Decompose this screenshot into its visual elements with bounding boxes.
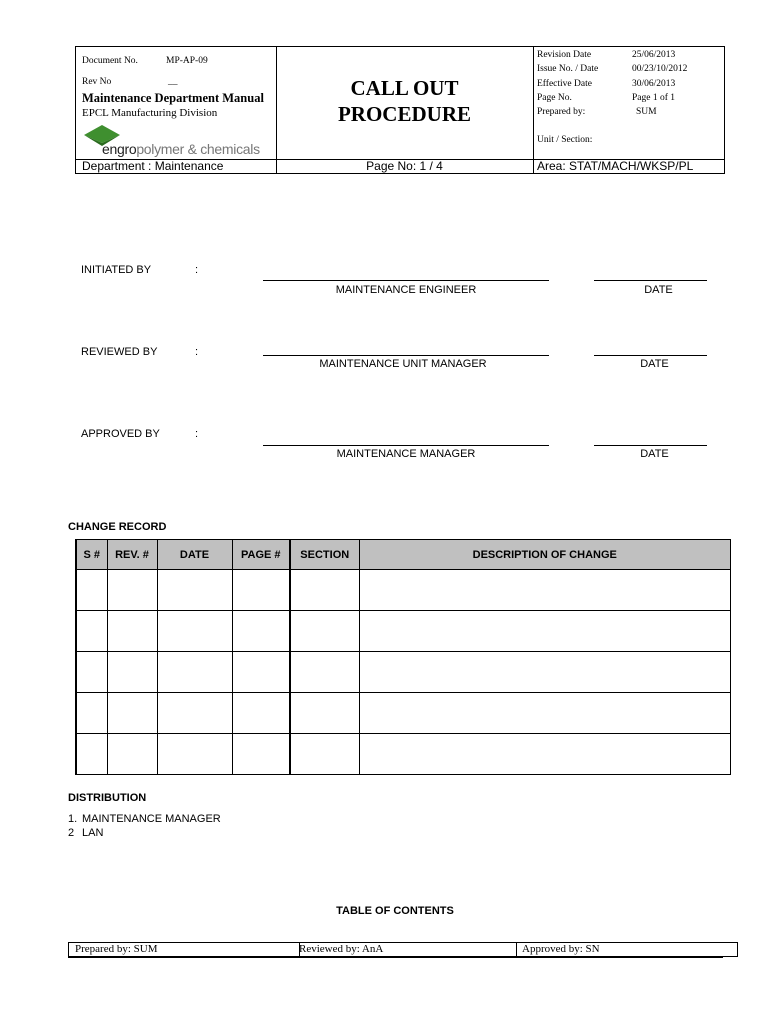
signature-line[interactable]: [263, 445, 549, 446]
date-label: DATE: [644, 284, 673, 296]
column-header: REV. #: [107, 540, 157, 570]
column-header: PAGE #: [232, 540, 290, 570]
table-cell[interactable]: [290, 693, 359, 734]
division-name: EPCL Manufacturing Division: [82, 107, 218, 119]
table-row: [76, 570, 731, 611]
footer-underline: [68, 957, 723, 958]
list-item: [68, 826, 221, 840]
distribution-list: [68, 812, 221, 840]
table-header-row: [76, 540, 731, 570]
table-cell[interactable]: [157, 611, 232, 652]
list-text: LAN: [82, 827, 104, 839]
table-cell[interactable]: [232, 734, 290, 775]
footer-reviewed: Reviewed by: AnA: [293, 943, 517, 956]
table-cell[interactable]: [290, 611, 359, 652]
date-label: DATE: [640, 358, 669, 370]
meta-labels: [537, 48, 598, 148]
meta-value: 00/23/10/2012: [632, 64, 688, 75]
table-cell[interactable]: [76, 652, 107, 693]
meta-label: Prepared by:: [537, 107, 586, 118]
colon: :: [195, 346, 199, 358]
column-header: DESCRIPTION OF CHANGE: [359, 540, 731, 570]
list-text: MAINTENANCE MANAGER: [82, 813, 221, 825]
meta-label: Unit / Section:: [537, 135, 593, 146]
page-number: Page No: 1 / 4: [366, 159, 443, 173]
toc-title: TABLE OF CONTENTS: [336, 905, 454, 917]
document-title: [276, 75, 533, 127]
table-cell[interactable]: [359, 693, 731, 734]
change-record-table: [75, 539, 731, 775]
date-line[interactable]: [594, 280, 707, 281]
signature-line[interactable]: [263, 280, 549, 281]
table-cell[interactable]: [157, 570, 232, 611]
role-label: MAINTENANCE MANAGER: [336, 448, 476, 460]
meta-label: Revision Date: [537, 50, 592, 60]
table-cell[interactable]: [157, 693, 232, 734]
table-cell[interactable]: [359, 734, 731, 775]
list-number: 1.: [68, 813, 78, 825]
table-row: [76, 693, 731, 734]
document-header: [75, 46, 725, 174]
table-cell[interactable]: [232, 611, 290, 652]
role-label: MAINTENANCE ENGINEER: [335, 284, 477, 296]
reviewed-by-label: REVIEWED BY: [81, 346, 158, 358]
table-cell[interactable]: [359, 611, 731, 652]
table-cell[interactable]: [107, 734, 157, 775]
table-row: [76, 611, 731, 652]
table-cell[interactable]: [76, 693, 107, 734]
table-cell[interactable]: [232, 652, 290, 693]
table-cell[interactable]: [157, 652, 232, 693]
initiated-by-label: INITIATED BY: [81, 264, 152, 276]
company-logo: [82, 123, 276, 157]
meta-value: SUM: [636, 107, 657, 118]
column-header: SECTION: [290, 540, 359, 570]
approved-by-label: APPROVED BY: [81, 428, 160, 440]
meta-value: 30/06/2013: [632, 78, 676, 89]
logo-text-bold: engro: [102, 141, 137, 157]
distribution-title: DISTRIBUTION: [68, 792, 147, 804]
meta-label: Page No.: [537, 92, 572, 103]
signature-line[interactable]: [263, 355, 549, 356]
logo-text-rest: polymer & chemicals: [136, 141, 260, 157]
doc-no-label: Document No.: [82, 56, 138, 66]
meta-label: Issue No. / Date: [537, 64, 599, 75]
table-cell[interactable]: [359, 652, 731, 693]
area: Area: STAT/MACH/WKSP/PL: [537, 159, 694, 173]
colon: :: [195, 428, 199, 440]
table-cell[interactable]: [107, 611, 157, 652]
title-line-2: PROCEDURE: [337, 102, 471, 126]
table-cell[interactable]: [76, 570, 107, 611]
department: Department : Maintenance: [82, 159, 224, 173]
title-line-1: CALL OUT: [350, 76, 459, 100]
rev-no-label: Rev No: [82, 77, 112, 87]
table-row: [76, 652, 731, 693]
table-cell[interactable]: [232, 693, 290, 734]
meta-value: 25/06/2013: [632, 50, 676, 60]
column-header: S #: [76, 540, 107, 570]
column-header: DATE: [157, 540, 232, 570]
colon: :: [195, 264, 199, 276]
meta-value: Page 1 of 1: [632, 92, 676, 103]
date-label: DATE: [640, 448, 669, 460]
meta-label: Effective Date: [537, 78, 592, 89]
doc-no-value: MP-AP-09: [166, 56, 208, 66]
table-cell[interactable]: [107, 693, 157, 734]
footer-approved: Approved by: SN: [522, 943, 600, 955]
table-row: [76, 734, 731, 775]
table-cell[interactable]: [290, 734, 359, 775]
list-number: 2: [68, 827, 75, 839]
date-line[interactable]: [594, 355, 707, 356]
date-line[interactable]: [594, 445, 707, 446]
role-label: MAINTENANCE UNIT MANAGER: [319, 358, 487, 370]
table-cell[interactable]: [157, 734, 232, 775]
table-cell[interactable]: [290, 570, 359, 611]
change-record-title: CHANGE RECORD: [68, 521, 167, 533]
table-cell[interactable]: [290, 652, 359, 693]
table-cell[interactable]: [76, 734, 107, 775]
table-cell[interactable]: [107, 570, 157, 611]
table-cell[interactable]: [359, 570, 731, 611]
footer-prepared: Prepared by: SUM: [69, 943, 300, 956]
list-item: [68, 812, 221, 826]
table-cell[interactable]: [76, 611, 107, 652]
manual-title: Maintenance Department Manual: [82, 91, 264, 105]
footer-approval-box: [68, 942, 738, 957]
rev-no-value: __: [168, 77, 178, 87]
table-cell[interactable]: [232, 570, 290, 611]
table-cell[interactable]: [107, 652, 157, 693]
meta-values: [632, 48, 687, 119]
